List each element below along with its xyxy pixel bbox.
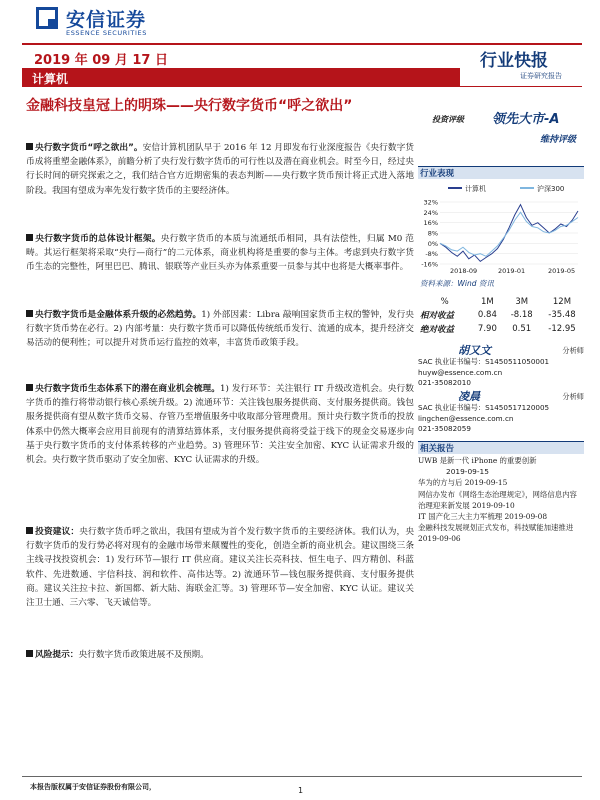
list-item[interactable] [418, 511, 584, 522]
analyst-cert: SAC 执业证书编号：S1450511050001 [418, 357, 550, 367]
table-cell: -8.18 [510, 310, 533, 320]
bullet-icon [26, 143, 33, 150]
logo-subtext: ESSENCE SECURITIES [66, 29, 147, 37]
section-lead: 央行数字货币的总体设计框架。 [35, 234, 161, 244]
section-lead: 央行数字货币生态体系下的潜在商业机会梳理。 [35, 384, 221, 394]
analyst-email[interactable]: huyw@essence.com.cn [418, 367, 503, 377]
list-item[interactable] [418, 455, 584, 477]
logo-text: 安信证券 [66, 9, 147, 31]
header-divider [22, 43, 582, 45]
analyst-role: 分析师 [562, 392, 584, 401]
chart-title: 行业表现 [420, 169, 455, 179]
table-cell: -35.48 [548, 310, 576, 320]
related-report-title: IT 国产化三大主力军梳理 [418, 512, 503, 522]
footer-divider [22, 776, 582, 777]
bullet-icon [26, 650, 33, 657]
table-cell: 0.51 [512, 324, 532, 334]
section-1 [26, 141, 414, 198]
section-lead: 投资建议： [35, 527, 80, 537]
table-cell: 7.90 [477, 324, 497, 334]
related-header [418, 441, 584, 454]
chart-source: 资料来源：Wind 资讯 [420, 279, 494, 288]
related-report-title: UWB 是新一代 iPhone 的重要创新 [418, 456, 537, 465]
report-title: 金融科技皇冠上的明珠——央行数字货币“呼之欲出” [26, 98, 353, 114]
section-lead: 风险提示： [35, 650, 79, 660]
analyst-role: 分析师 [562, 346, 584, 355]
analyst-name: 胡又文 [458, 344, 491, 357]
bullet-icon [26, 384, 33, 391]
analyst-card [418, 392, 584, 435]
analyst-cert: SAC 执业证书编号：S1450517120005 [418, 403, 550, 413]
section-lead: 央行数字货币是金融体系升级的必然趋势。 [35, 310, 202, 320]
table-cell: 0.84 [477, 310, 497, 320]
section-5 [26, 525, 414, 610]
section-text: 1) 发行环节：关注银行 IT 升级改造机会。央行数字货币的推行将带动银行核心系统升级。2) 流通环节：关注钱包服务提供商、支付服务提供商。钱包服务提供商有望从数字货币交易、存管乃至增值服务中收取部分管理费用。预计央行数字货币的投放体系中仍然大概率会应用目前现有的清算结算体系，支付服务提供商将受益于线下的现金交易逐步向基于央行数字货币的支付体系转移的产业趋势。3) 管理环节：关注安全加密、KYC 认证需求升级的机会。央行数字货币驱动了安全加密、KYC 认证需求的升级。 [26, 384, 414, 466]
related-report-date: 2019-09-06 [418, 534, 461, 544]
rating-label: 投资评级 [432, 115, 464, 124]
industry-divider [22, 86, 582, 87]
section-text: 1) 外部因素：Libra 敲响国家货币主权的警钟，发行央行数字货币势在必行。2) 内部考量：央行数字货币可以降低传统纸币发行、流通的成本，提升经济交易活动的便利性；可以提升对货币运行监控的效率，丰富货币政策手段。 [26, 310, 414, 349]
rating-value: 领先大市-A [492, 112, 560, 127]
table-cell: -12.95 [548, 324, 576, 334]
industry-chart [418, 180, 584, 275]
related-report-title: 金融科技发展规划正式发布，科技赋能加速推进 [418, 523, 574, 533]
related-report-date: 2019-09-15 [446, 467, 489, 477]
list-item[interactable] [418, 522, 584, 544]
chart-legend [448, 184, 564, 193]
analyst-email[interactable]: lingchen@essence.com.cn [418, 413, 514, 423]
table-header: % [440, 297, 449, 307]
y-tick-label: 24% [423, 208, 438, 217]
report-date: 2019 年 09 月 17 日 [34, 53, 168, 68]
section-3 [26, 308, 414, 351]
analyst-phone: 021-35082010 [418, 378, 471, 388]
footer-text: 本报告版权属于安信证券股份有限公司， [30, 783, 156, 791]
section-6 [26, 648, 414, 662]
logo-mark [36, 7, 58, 29]
bullet-icon [26, 234, 33, 241]
section-text: 央行数字货币呼之欲出，我国有望成为首个发行数字货币的主要经济体。我们认为，央行数字货币的发行势必将对现有的金融市场带来颠覆性的变化，创造全新的商业机会。建议围绕三条主线寻找投资机会：1) 发行环节—银行 IT 供应商。建议关注长亮科技、恒生电子、四方精创、科蓝软件、先进数通、宇信科技、润和软件、高伟达等。2) 流通环节—钱包服务提供商、支付服务提供商。建议关注拉卡拉、新国都、新大陆、海联金汇等。3) 管理环节—安全加密、KYC 认证。建议关注卫士通、三六零、飞天诚信等。 [26, 527, 415, 609]
legend-label: 沪深300 [537, 185, 565, 193]
chart-header [418, 166, 584, 179]
related-report-title: 网信办发布《网络生态治理规定》，网络信息内容治理迎来新发展 [418, 489, 577, 510]
list-item[interactable] [418, 489, 584, 511]
x-tick-label: 2019-01 [498, 267, 526, 275]
table-header: 1M [481, 297, 494, 307]
x-axis [450, 267, 575, 275]
section-lead: 央行数字货币“呼之欲出”。 [35, 143, 143, 153]
related-list [418, 455, 584, 545]
y-tick-label: 8% [427, 229, 438, 238]
section-text: 央行数字货币政策进展不及预期。 [78, 650, 209, 660]
table-header: 12M [552, 297, 572, 307]
legend-label: 计算机 [465, 185, 486, 193]
y-axis [421, 199, 578, 269]
list-item[interactable] [418, 477, 584, 488]
series-line [440, 212, 578, 256]
related-report-date: 2019-09-08 [504, 512, 548, 522]
y-tick-label: 16% [423, 219, 438, 228]
related-title: 相关报告 [420, 444, 455, 454]
related-report-date: 2019-09-15 [464, 478, 508, 488]
bullet-icon [26, 310, 33, 317]
related-report-title: 华为的方与后 [418, 478, 463, 488]
table-header-row [418, 296, 584, 308]
analyst-card [418, 346, 584, 389]
rating-status: 维持评级 [540, 135, 577, 145]
page-number: 1 [298, 786, 304, 795]
report-type: 行业快报 [480, 51, 548, 71]
industry-label: 计算机 [32, 72, 69, 86]
x-tick-label: 2019-05 [548, 267, 576, 275]
table-row [418, 322, 584, 336]
section-2 [26, 232, 414, 275]
industry-bar [22, 68, 460, 86]
y-tick-label: 0% [427, 239, 438, 248]
analyst-name: 凌晨 [458, 390, 480, 403]
x-tick-label: 2018-09 [450, 267, 478, 275]
related-report-date: 2019-09-10 [472, 500, 515, 510]
row-label: 绝对收益 [420, 325, 455, 335]
performance-table [418, 296, 584, 336]
y-tick-label: -16% [421, 260, 438, 269]
table-header: 3M [515, 297, 529, 307]
analyst-phone: 021-35082059 [418, 424, 471, 434]
report-subtype: 证券研究报告 [520, 72, 562, 80]
row-label: 相对收益 [420, 311, 455, 321]
section-text: 央行数字货币的本质与流通纸币相同，具有法偿性，归属 M0 范畴。其运行框架将采取“央行—商行”的二元体系，商业机构将是重要的参与主体。考虑到央行数字货币生态的完整性，阿里巴巴、腾讯、银联等产业巨头亦为体系重要一员参与其中也将是大概率事件。 [26, 234, 414, 273]
section-text: 安信计算机团队早于 2016 年 12 月即发布行业深度报告《央行数字货币成将重塑金融体系》，前瞻分析了央行发行数字货币的可行性以及潜在商业机会。时至今日，经过央行长时间的研究探索之之，我们结合官方近期密集的表态判断——央行数字货币预计将正式进入落地阶段。我国有望成为率先发行数字货币的主要经济体。 [26, 143, 414, 196]
section-4 [26, 382, 414, 467]
bullet-icon [26, 527, 33, 534]
table-row [418, 308, 584, 322]
y-tick-label: 32% [423, 198, 438, 207]
y-tick-label: -8% [425, 250, 438, 259]
